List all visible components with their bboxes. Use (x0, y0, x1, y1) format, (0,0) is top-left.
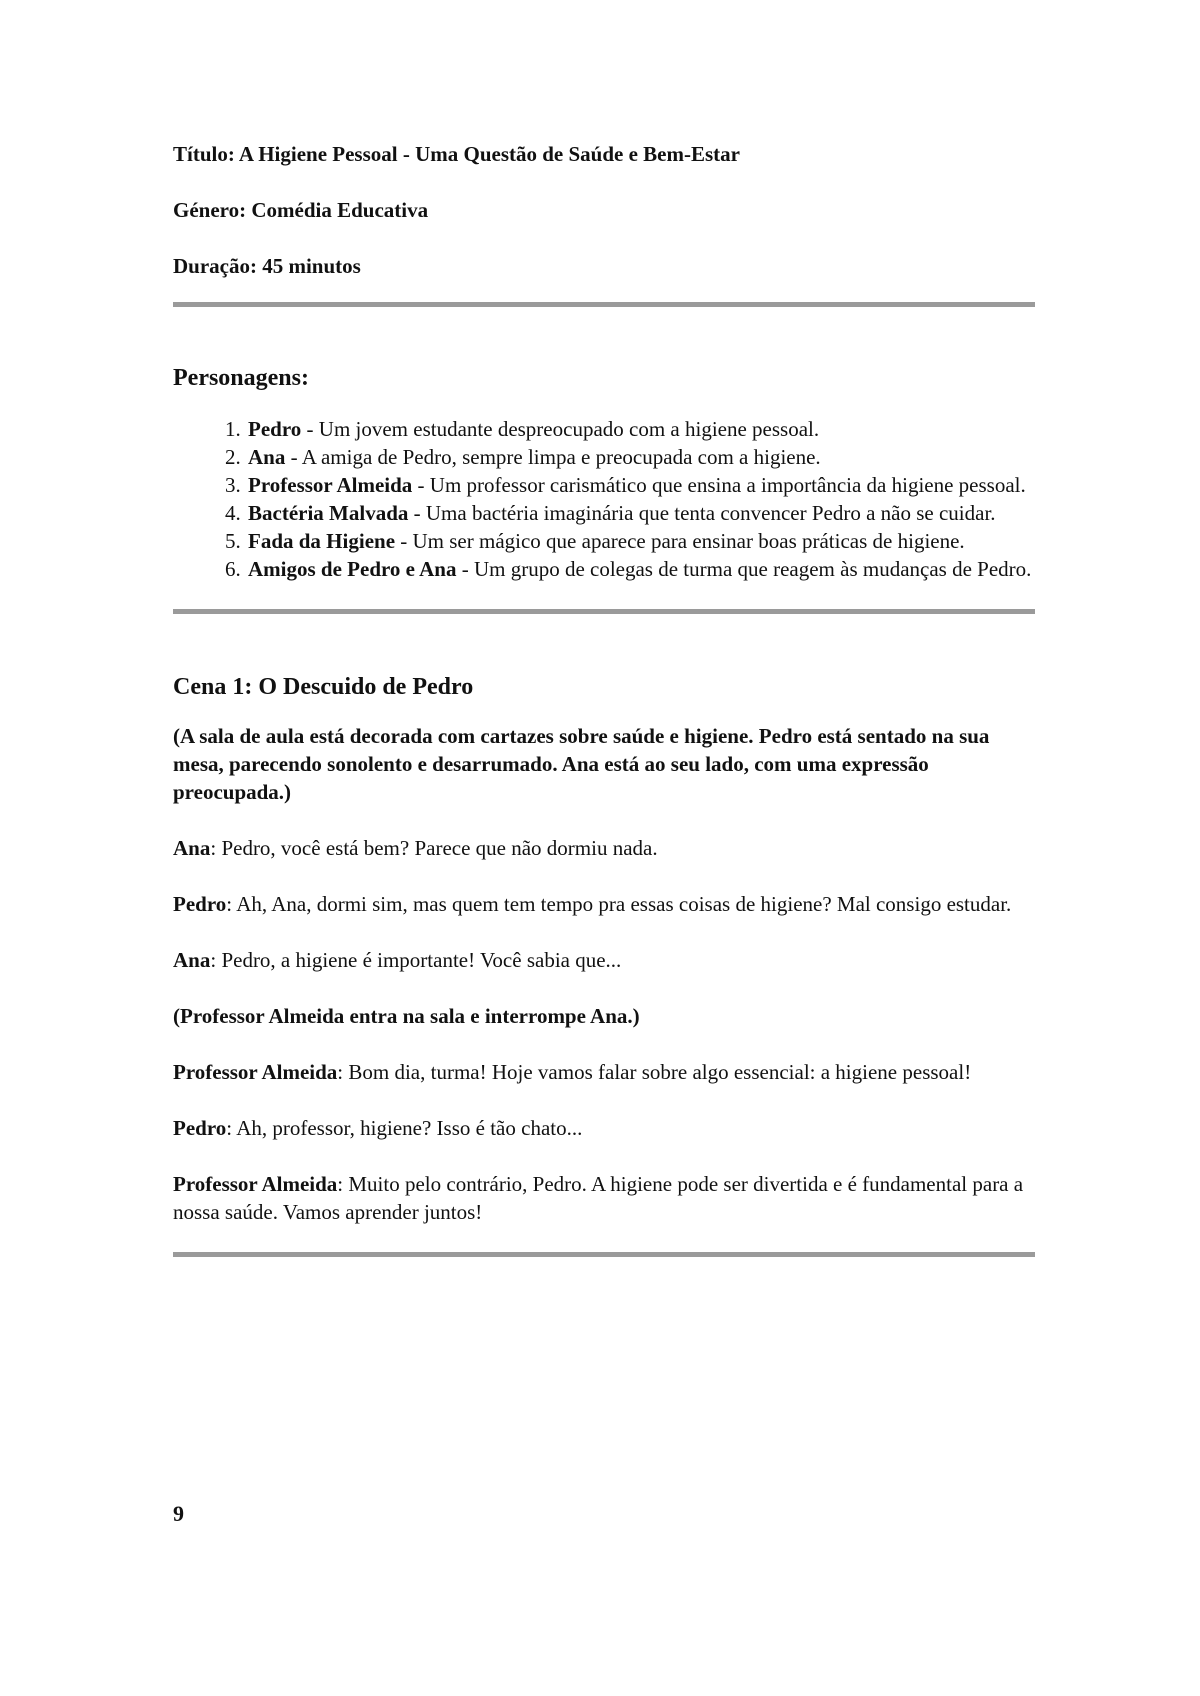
dialogue-line (173, 1114, 1035, 1142)
list-item (246, 471, 1035, 499)
document-page (173, 140, 1035, 1257)
horizontal-rule (173, 609, 1035, 614)
stage-direction: (A sala de aula está decorada com cartazes sobre saúde e higiene. Pedro está sentado na sua mesa, parecendo sonolento e desarrumado. Ana está ao seu lado, com uma expressão preocupada.) (173, 724, 990, 804)
horizontal-rule (173, 1252, 1035, 1257)
play-duration: Duração: 45 minutos (173, 254, 361, 278)
characters-heading: Personagens: (173, 365, 309, 391)
character-description: - Um ser mágico que aparece para ensinar boas práticas de higiene. (395, 529, 965, 553)
speaker-name: Professor Almeida (173, 1172, 338, 1196)
character-name: Fada da Higiene (248, 529, 396, 553)
speaker-name: Pedro (173, 892, 227, 916)
play-title: Título: A Higiene Pessoal - Uma Questão de Saúde e Bem-Estar (173, 142, 740, 166)
character-name: Amigos de Pedro e Ana (248, 557, 457, 581)
list-item (246, 555, 1035, 583)
list-item (246, 527, 1035, 555)
dialogue-text: : Ah, professor, higiene? Isso é tão chato... (226, 1116, 583, 1140)
dialogue-line (173, 946, 1035, 974)
speaker-name: Ana (173, 836, 211, 860)
character-name: Bactéria Malvada (248, 501, 409, 525)
dialogue-text: : Pedro, você está bem? Parece que não dormiu nada. (210, 836, 658, 860)
dialogue-line (173, 1170, 1035, 1226)
character-description: - A amiga de Pedro, sempre limpa e preocupada com a higiene. (285, 445, 821, 469)
dialogue-text: : Muito pelo contrário, Pedro. A higiene pode ser divertida e é fundamental para a nossa saúde. Vamos aprender juntos! (173, 1172, 1024, 1224)
character-name: Professor Almeida (248, 473, 413, 497)
dialogue-line (173, 1058, 1035, 1086)
character-description: - Um jovem estudante despreocupado com a higiene pessoal. (301, 417, 820, 441)
dialogue-line (173, 890, 1035, 918)
horizontal-rule (173, 302, 1035, 307)
dialogue-text: : Bom dia, turma! Hoje vamos falar sobre algo essencial: a higiene pessoal! (337, 1060, 972, 1084)
character-name: Ana (248, 445, 286, 469)
scene-heading: Cena 1: O Descuido de Pedro (173, 674, 474, 700)
play-genre: Género: Comédia Educativa (173, 198, 429, 222)
character-description: - Um grupo de colegas de turma que reagem às mudanças de Pedro. (456, 557, 1032, 581)
characters-list (173, 415, 1035, 583)
speaker-name: Professor Almeida (173, 1060, 338, 1084)
speaker-name: Pedro (173, 1116, 227, 1140)
list-item (246, 443, 1035, 471)
list-item (246, 415, 1035, 443)
character-name: Pedro (248, 417, 302, 441)
dialogue-text: : Pedro, a higiene é importante! Você sabia que... (210, 948, 622, 972)
dialogue-text: : Ah, Ana, dormi sim, mas quem tem tempo pra essas coisas de higiene? Mal consigo estudar. (226, 892, 1012, 916)
stage-direction: (Professor Almeida entra na sala e interrompe Ana.) (173, 1004, 640, 1028)
dialogue-line (173, 834, 1035, 862)
character-description: - Um professor carismático que ensina a importância da higiene pessoal. (412, 473, 1026, 497)
page-number: 9 (173, 1501, 184, 1526)
list-item (246, 499, 1035, 527)
speaker-name: Ana (173, 948, 211, 972)
character-description: - Uma bactéria imaginária que tenta convencer Pedro a não se cuidar. (408, 501, 996, 525)
